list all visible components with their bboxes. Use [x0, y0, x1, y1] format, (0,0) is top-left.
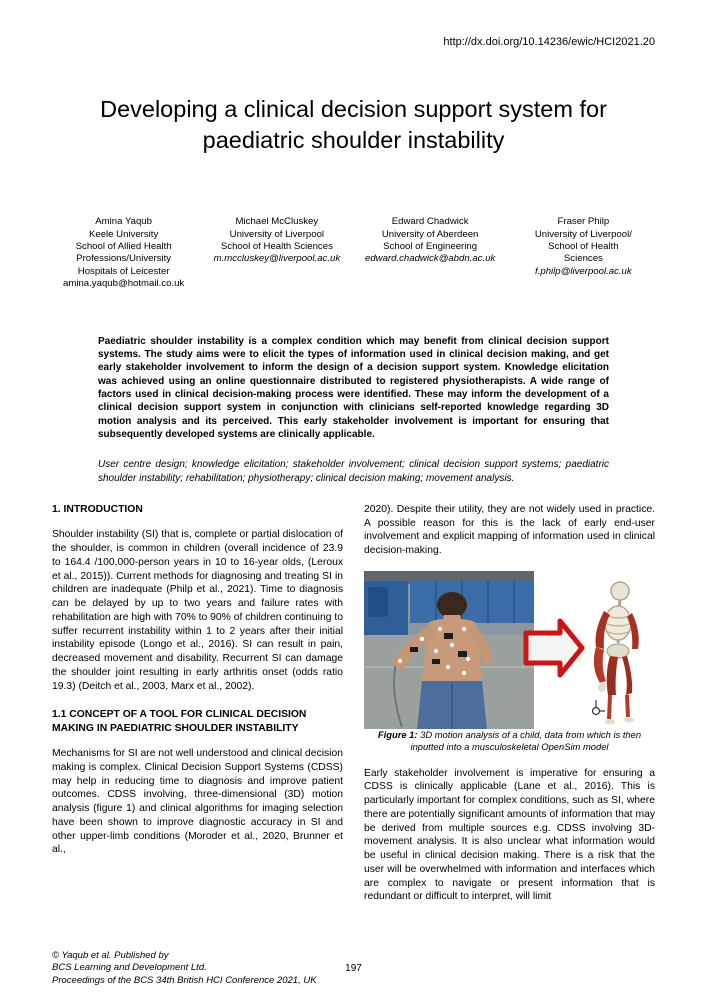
figure-image [364, 571, 655, 729]
author-affiliation-line: School of Engineering [383, 240, 478, 252]
author-column [52, 216, 195, 291]
author-affiliation-line: School of Health [548, 240, 619, 252]
motion-analysis-figure [364, 571, 655, 729]
author-email[interactable]: m.mccluskey@liverpool.ac.uk [213, 253, 341, 265]
right-top-paragraph: 2020). Despite their utility, they are not widely used in practice. A possible reason for this is the lack of early end-user involvement and explicit mapping of information used in clinical decision-making. [364, 503, 655, 557]
child-photo [364, 571, 534, 729]
author-affiliation-line: University of Liverpool [229, 228, 325, 240]
keywords-paragraph: User centre design; knowledge elicitation; stakeholder involvement; clinical decision support systems; paediatric shoulder instability; rehabilitation; physiotherapy; clinical decision making; movement analysis. [98, 459, 609, 484]
author-affiliation-line: School of Health Sciences [220, 240, 333, 252]
doi-link[interactable]: http://dx.doi.org/10.14236/ewic/HCI2021.20 [443, 36, 655, 48]
author-email[interactable]: amina.yaqub@hotmail.co.uk [63, 278, 185, 290]
author-column [205, 216, 348, 291]
right-arrow-icon [526, 621, 582, 675]
author-affiliation-line: University of Aberdeen [381, 228, 479, 240]
footer-line: © Yaqub et al. Published by [52, 949, 169, 961]
author-column [512, 216, 655, 291]
author-affiliation-line: Hospitals of Leicester [77, 265, 170, 277]
author-affiliation-line: Sciences [563, 253, 603, 265]
author-email[interactable]: edward.chadwick@abdn.ac.uk [364, 253, 496, 265]
author-name: Amina Yaqub [95, 216, 152, 228]
author-block [52, 216, 655, 291]
author-affiliation-line: Keele University [88, 228, 159, 240]
opensim-model [586, 571, 655, 729]
author-name: Edward Chadwick [391, 216, 469, 228]
author-affiliation-line: School of Allied Health [75, 240, 172, 252]
left-column [52, 503, 343, 917]
abstract-paragraph: Paediatric shoulder instability is a complex condition which may benefit from clinical decision support systems. The study aims were to elicit the types of information used in clinical decision making, and get early stakeholder involvement to inform the design of a decision support system. Knowledge elicitation was achieved using an online questionnaire distributed to registered physiotherapists. A wide range of factors used in clinical decision-making process were identified. These may inform the development of a clinical decision support system in conjunction with clinicians self-reported knowledge regarding 3D motion analysis and its perceived. This early stakeholder involvement is important for ensuring that subsequently developed systems are clinically applicable. [98, 335, 609, 440]
footer-line: Proceedings of the BCS 34th British HCI Conference 2021, UK [52, 975, 317, 987]
page-title: Developing a clinical decision support system for paediatric shoulder instability [100, 96, 607, 154]
figure-caption-text: 3D motion analysis of a child, data from which is then inputted into a musculoskeletal OpenSim model [410, 728, 642, 753]
author-name: Fraser Philp [557, 216, 610, 228]
section-heading-introduction: 1. INTRODUCTION [52, 503, 143, 515]
figure-caption-label: Figure 1: [377, 728, 418, 740]
introduction-paragraph: Shoulder instability (SI) that is, complete or partial dislocation of the shoulder, is common in children (overall incidence of 23.9 to 164.4 /100,000-person years in 10 to 16-year olds, (Leroux et al., 2015)). Current methods for diagnosing and treating SI in children are inadequate (Philp et al., 2021). Time to diagnosis can be delayed by up to two years and failure rates with rehabilitation are high with 70% to 90% of children continuing to suffer recurrent instability within 1 to 2 years after their initial instability episode (Longo et al., 2016). SI can result in pain, decreased movement and disability. Recurrent SI can damage the shoulder joint resulting in early arthritis onset (odds ratio 19.3) (Deitch et al., 2003, Marx et al., 2002). [52, 529, 343, 692]
author-affiliation-line: University of Liverpool/ [534, 228, 632, 240]
footer-line: BCS Learning and Development Ltd. [52, 962, 207, 974]
body-columns [52, 503, 655, 917]
author-column [359, 216, 502, 291]
figure-caption [364, 729, 655, 754]
author-name: Michael McCluskey [235, 216, 319, 228]
right-bottom-paragraph: Early stakeholder involvement is imperative for ensuring a CDSS is clinically applicable (Lane et al., 2016). This is particularly important for complex conditions, such as SI, where there are potentially significant amounts of information that may be derived from multiple sources e.g. CDSS involving 3D-movement analysis. It is also unclear what information would be useful in clinical decision making. There is a risk that the user will be overwhelmed with information and interfaces which are complex to navigate or present information that is redundant or difficult to interpret, will limit [364, 767, 655, 903]
page-number: 197 [345, 963, 362, 974]
concept-paragraph: Mechanisms for SI are not well understood and clinical decision making is complex. Clinical Decision Support Systems (CDSS) may help in reducing time to diagnosis and improve patient outcomes. CDSS involving, three-dimensional (3D) motion analysis (figure 1) and clinical algorithms for imaging selection have been shown to improve diagnostic accuracy in SI and other upper-limb conditions (Moroder et al., 2020, Brunner et al., [52, 748, 343, 856]
subsection-heading-concept: 1.1 CONCEPT OF A TOOL FOR CLINICAL DECISION MAKING IN PAEDIATRIC SHOULDER INSTABILITY [52, 709, 307, 734]
author-email[interactable]: f.philp@liverpool.ac.uk [535, 265, 632, 277]
right-column [364, 503, 655, 917]
author-affiliation-line: Professions/University [76, 253, 172, 265]
